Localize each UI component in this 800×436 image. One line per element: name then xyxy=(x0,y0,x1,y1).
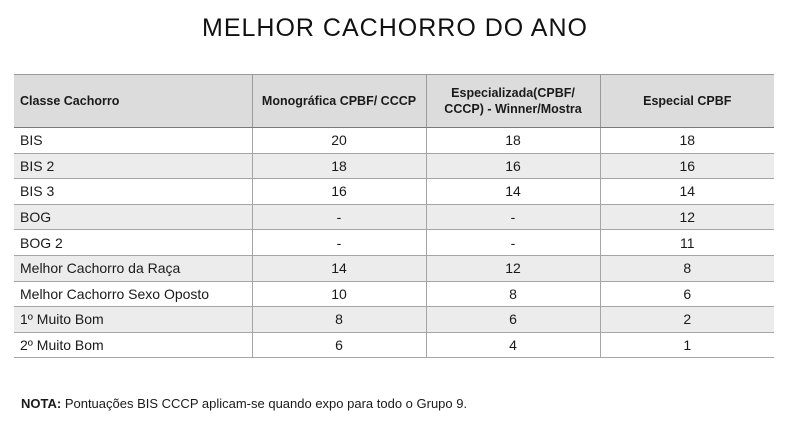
cell-especializada: 16 xyxy=(426,153,600,179)
footnote xyxy=(21,396,467,411)
table-row xyxy=(14,307,774,333)
cell-especializada: 12 xyxy=(426,255,600,281)
table-row xyxy=(14,128,774,154)
cell-classe: 2º Muito Bom xyxy=(14,332,252,358)
score-table xyxy=(14,74,774,358)
cell-classe: BIS 2 xyxy=(14,153,252,179)
table-row xyxy=(14,281,774,307)
table-header-row xyxy=(14,75,774,128)
cell-monografica: 10 xyxy=(252,281,426,307)
cell-monografica: 6 xyxy=(252,332,426,358)
cell-classe: BIS xyxy=(14,128,252,154)
cell-especializada: 14 xyxy=(426,179,600,205)
header-especializada: Especializada(CPBF/ CCCP) - Winner/Mostra xyxy=(426,75,600,128)
cell-monografica: 20 xyxy=(252,128,426,154)
cell-monografica: 8 xyxy=(252,307,426,333)
cell-especial: 11 xyxy=(600,230,774,256)
cell-especial: 2 xyxy=(600,307,774,333)
cell-monografica: 16 xyxy=(252,179,426,205)
header-especial: Especial CPBF xyxy=(600,75,774,128)
header-classe-cachorro: Classe Cachorro xyxy=(14,75,252,128)
cell-especializada: - xyxy=(426,204,600,230)
table-row xyxy=(14,332,774,358)
cell-especializada: 8 xyxy=(426,281,600,307)
cell-classe: Melhor Cachorro da Raça xyxy=(14,255,252,281)
cell-especializada: - xyxy=(426,230,600,256)
cell-classe: Melhor Cachorro Sexo Oposto xyxy=(14,281,252,307)
cell-especial: 14 xyxy=(600,179,774,205)
note-text: Pontuações BIS CCCP aplicam-se quando expo para todo o Grupo 9. xyxy=(61,396,468,411)
cell-monografica: 18 xyxy=(252,153,426,179)
cell-especial: 16 xyxy=(600,153,774,179)
header-monografica: Monográfica CPBF/ CCCP xyxy=(252,75,426,128)
table-row xyxy=(14,204,774,230)
cell-classe: 1º Muito Bom xyxy=(14,307,252,333)
cell-monografica: 14 xyxy=(252,255,426,281)
cell-especial: 8 xyxy=(600,255,774,281)
cell-especial: 1 xyxy=(600,332,774,358)
table-row xyxy=(14,255,774,281)
cell-monografica: - xyxy=(252,230,426,256)
note-label: NOTA: xyxy=(21,396,62,411)
cell-monografica: - xyxy=(252,204,426,230)
table-row xyxy=(14,230,774,256)
cell-especializada: 4 xyxy=(426,332,600,358)
cell-classe: BOG 2 xyxy=(14,230,252,256)
cell-especial: 18 xyxy=(600,128,774,154)
cell-especializada: 18 xyxy=(426,128,600,154)
cell-especializada: 6 xyxy=(426,307,600,333)
cell-classe: BOG xyxy=(14,204,252,230)
page-title: MELHOR CACHORRO DO ANO xyxy=(202,14,588,42)
table-row xyxy=(14,179,774,205)
cell-classe: BIS 3 xyxy=(14,179,252,205)
cell-especial: 12 xyxy=(600,204,774,230)
cell-especial: 6 xyxy=(600,281,774,307)
table-row xyxy=(14,153,774,179)
